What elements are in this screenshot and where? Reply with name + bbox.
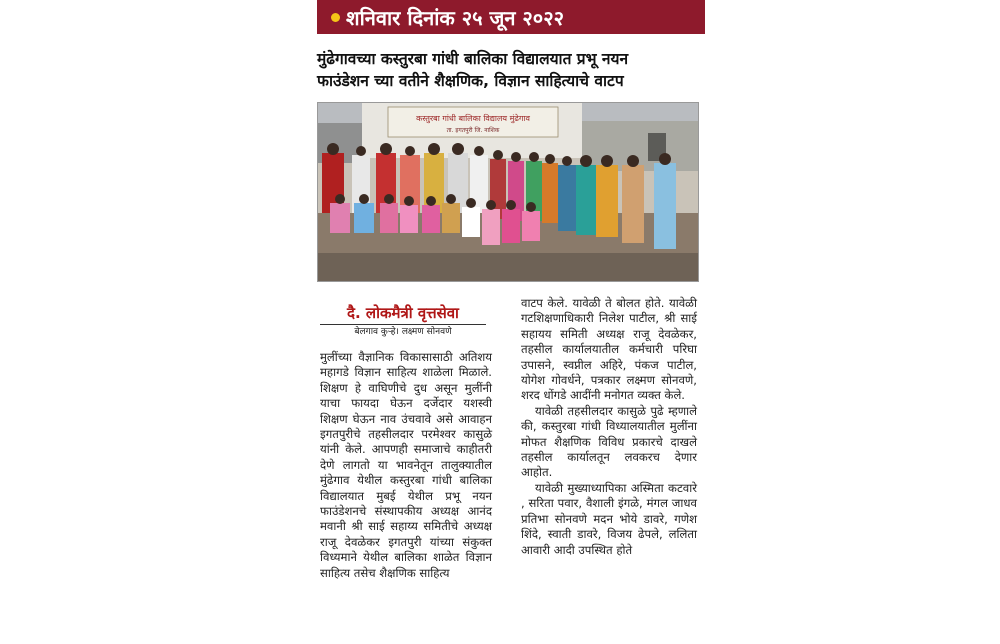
byline <box>320 304 486 344</box>
byline-title: दै. लोकमैत्री वृत्तसेवा <box>347 304 459 322</box>
headline-line-2: फाउंडेशन च्या वतीने शैक्षणिक, विज्ञान साहित्याचे वाटप <box>317 72 624 90</box>
byline-subtitle: बेलगाव कुऱ्हे। लक्ष्मण सोनवणे <box>354 327 452 337</box>
headline-line-1: मुंढेगावच्या कस्तुरबा गांधी बालिका विद्यालयात प्रभू नयन <box>317 50 629 68</box>
article-paragraph: यावेळी मुख्याध्यापिका अस्मिता कटवारे , सरिता पवार, वैशाली इंगळे, मंगल जाधव प्रतिभा सोनवणे मदन भोये डावरे, गणेश शिंदे, स्वाती डावरे, विजय ढेपले, ललिता आवारी आदी उपस्थित होते <box>521 480 697 557</box>
article-column-2 <box>521 296 697 558</box>
byline-divider <box>320 324 486 325</box>
article-paragraph: मुलींच्या वैज्ञानिक विकासासाठी अतिशय महागडे विज्ञान साहित्य शाळेला मिळाले. शिक्षण हे वाघिणीचे दुध असून मुलींनी याचा फायदा घेऊन दर्जेदार यशस्वी शिक्षण घेऊन नाव उंचवावे असे आवाहन इगतपुरीचे तहसीलदार परमेश्वर कासुळे यांनी केले. आपणही समाजाचे काहीतरी देणे लागतो या भावनेतून तालुक्यातील मुंढेगाव येथील कस्तुरबा गांधी बालिका विद्यालयात मुबई येथील प्रभू नयन फाउंडेशनचे संस्थापकीय अध्यक्ष आनंद मवानी श्री साई सहाय्य समितीचे अध्यक्ष राजू देवळेकर इगतपुरी यांच्या संकुक्त विध्यमाने येथील बालिका शाळेत विज्ञान साहित्य तसेच शैक्षणिक साहित्य <box>320 350 492 580</box>
photo-banner-line-2: ता. इगतपुरी जि. नाशिक <box>446 127 500 134</box>
bullet-icon <box>331 13 340 22</box>
photo-banner-line-1: कस्तुरबा गांधी बालिका विद्यालय मुंढेगाव <box>416 114 530 123</box>
article-paragraph: वाटप केले. यावेळी ते बोलत होते. यावेळी गटशिक्षणाधिकारी निलेश पाटील, श्री साई सहायय समिती अध्यक्ष राजू देवळेकर, तहसील कार्यालयातील कर्मचारी परिघा उपासने, स्वप्नील अहिरे, पंकज पाटील, योगेश गोवर्धने, पत्रकार लक्ष्मण सोनवणे, शरद धोंगडे आदींनी मनोगत व्यक्त केले. <box>521 296 697 403</box>
article-paragraph: यावेळी तहसीलदार कासुळे पुढे म्हणाले की, कस्तुरबा गांधी विध्यालयातील मुलींना मोफत शैक्षणिक विविध प्रकारचे दाखले तहसील कार्यालतून लवकरच देणार आहोत. <box>521 403 697 480</box>
date-bar <box>317 0 705 34</box>
headline <box>317 48 705 92</box>
article-column-1 <box>320 350 492 581</box>
group-photo-image <box>318 103 698 281</box>
news-photo <box>317 102 699 282</box>
date-text: शनिवार दिनांक २५ जून २०२२ <box>346 5 564 30</box>
